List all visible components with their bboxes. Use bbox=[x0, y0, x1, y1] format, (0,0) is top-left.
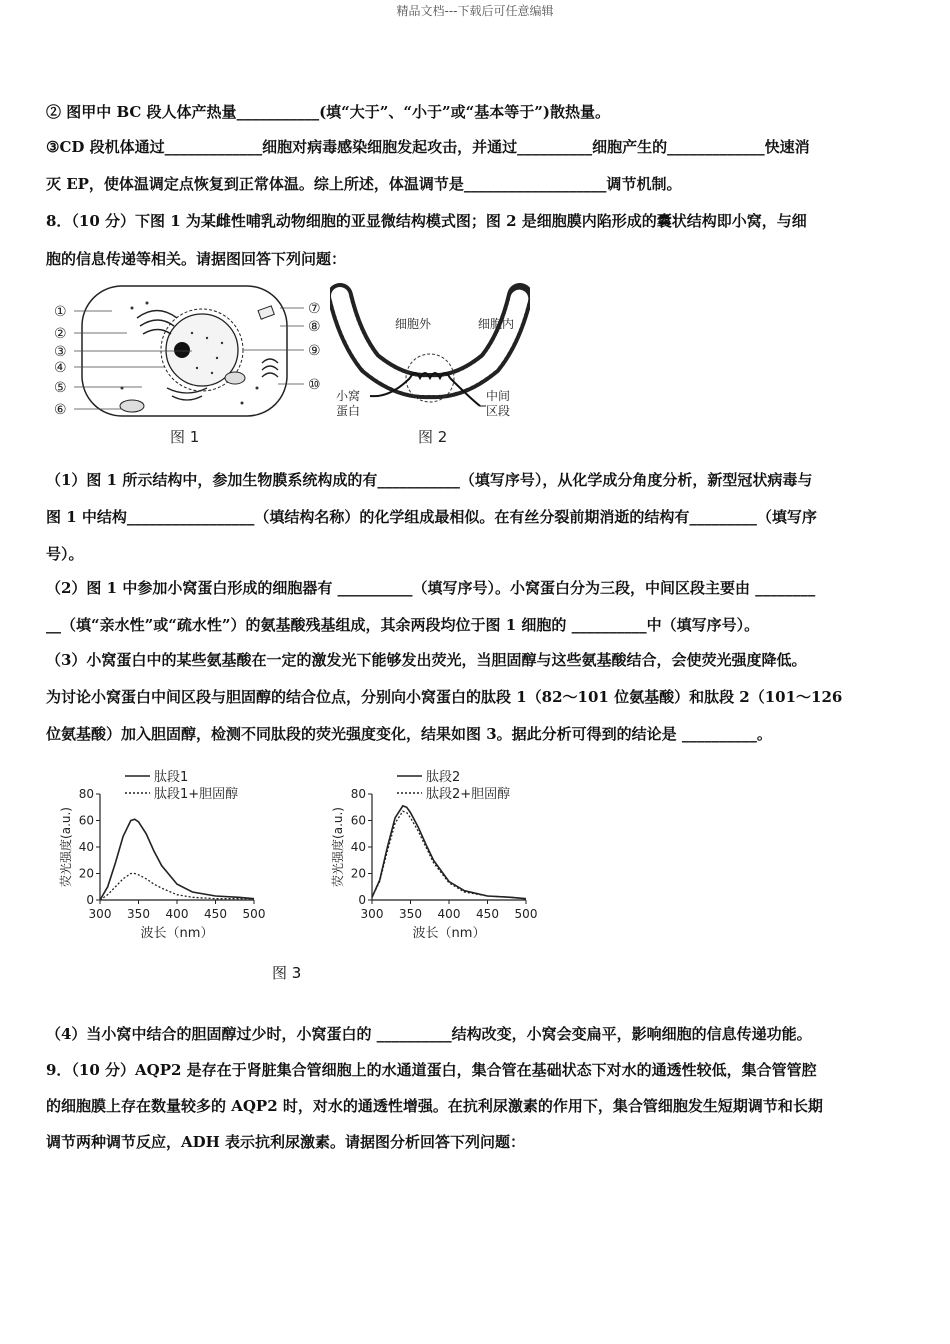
legend-label-2: 肽段2+胆固醇 bbox=[426, 787, 511, 802]
question-8-line-1: 8．（10 分）下图 1 为某雌性哺乳动物细胞的亚显微结构模式图；图 2 是细胞膜内陷形成的囊状结构即小窝，与细 bbox=[46, 212, 807, 230]
label-middle-2: 区段 bbox=[486, 404, 511, 418]
x-tick-label: 400 bbox=[165, 907, 189, 921]
x-tick-label: 500 bbox=[514, 907, 538, 921]
q8-part1-line-2: 图 1 中结构_________________（填结构名称）的化学组成最相似。在有丝分裂前期消逝的结构有_________（填写序 bbox=[46, 508, 817, 526]
figure-2-caption: 图 2 bbox=[418, 428, 448, 446]
y-tick-label: 0 bbox=[358, 893, 366, 907]
y-tick-label: 40 bbox=[350, 840, 366, 854]
x-axis-label: 波长（nm） bbox=[412, 926, 486, 941]
series-line-2 bbox=[372, 811, 526, 899]
label-middle-1: 中间 bbox=[486, 389, 511, 403]
label-protein-2: 蛋白 bbox=[336, 404, 361, 418]
x-tick-label: 450 bbox=[476, 907, 499, 921]
question-9-line-2: 的细胞膜上存在数量较多的 AQP2 时，对水的通透性增强。在抗利尿激素的作用下，集合管细胞发生短期调节和长期 bbox=[46, 1097, 823, 1115]
figure-2-caveola-diagram bbox=[330, 278, 530, 450]
question-9-line-3: 调节两种调节反应，ADH 表示抗利尿激素。请据图分析回答下列问题： bbox=[46, 1133, 526, 1151]
y-axis-label: 荧光强度(a.u.) bbox=[331, 807, 345, 887]
marker-3: ③ bbox=[54, 344, 67, 360]
text-line-2: ③CD 段机体通过_____________细胞对病毒感染细胞发起攻击，并通过__________细胞产生的_____________快速消 bbox=[46, 138, 810, 156]
legend-label-1: 肽段1 bbox=[154, 770, 189, 785]
x-tick-label: 350 bbox=[399, 907, 422, 921]
x-tick-label: 300 bbox=[360, 907, 384, 921]
marker-8: ⑧ bbox=[308, 319, 321, 335]
y-tick-label: 60 bbox=[78, 813, 94, 828]
y-axis-label: 荧光强度(a.u.) bbox=[59, 807, 73, 887]
x-axis-label: 波长（nm） bbox=[140, 926, 214, 941]
x-tick-label: 450 bbox=[204, 907, 227, 921]
y-tick-label: 20 bbox=[78, 866, 94, 881]
figure-3-chart-right bbox=[328, 768, 544, 958]
marker-10: ⑩ bbox=[308, 377, 321, 393]
marker-6: ⑥ bbox=[54, 402, 67, 418]
q8-part3-line-2: 为讨论小窝蛋白中间区段与胆固醇的结合位点，分别向小窝蛋白的肽段 1（82～101 位氨基酸）和肽段 2（101～126 bbox=[46, 688, 843, 706]
marker-1: ① bbox=[54, 304, 67, 320]
marker-5: ⑤ bbox=[54, 380, 67, 396]
q8-part1-line-1: （1）图 1 所示结构中，参加生物膜系统构成的有___________（填写序号），从化学成分角度分析，新型冠状病毒与 bbox=[46, 471, 813, 489]
y-tick-label: 80 bbox=[78, 787, 94, 801]
nucleolus bbox=[174, 342, 190, 358]
q8-part2-line-1: （2）图 1 中参加小窝蛋白形成的细胞器有 __________（填写序号）。小窝蛋白分为三段，中间区段主要由 ________ bbox=[46, 579, 816, 597]
legend-label-1: 肽段2 bbox=[426, 770, 461, 785]
q8-part1-line-3: 号）。 bbox=[46, 545, 84, 563]
q8-part3-line-3: 位氨基酸）加入胆固醇，检测不同肽段的荧光强度变化，结果如图 3。据此分析可得到的结论是 __________。 bbox=[46, 725, 772, 743]
figure-3-chart-left bbox=[56, 768, 272, 958]
q8-part2-line-2: __（填“亲水性”或“疏水性”）的氨基酸残基组成，其余两段均位于图 1 细胞的 __________中（填写序号）。 bbox=[46, 616, 760, 634]
q8-part3-line-1: （3）小窝蛋白中的某些氨基酸在一定的激发光下能够发出荧光，当胆固醇与这些氨基酸结合，会使荧光强度降低。 bbox=[46, 651, 807, 669]
q8-part4-line: （4）当小窝中结合的胆固醇过少时，小窝蛋白的 __________结构改变，小窝会变扁平，影响细胞的信息传递功能。 bbox=[46, 1025, 812, 1043]
page-header: 精品文档---下载后可任意编辑 bbox=[396, 4, 554, 18]
membrane-bilayer bbox=[340, 296, 520, 386]
text-line-3: 灭 EP，使体温调定点恢复到正常体温。综上所述，体温调节是___________________调节机制。 bbox=[46, 175, 682, 193]
label-protein-1: 小窝 bbox=[336, 389, 361, 403]
series-line-1 bbox=[100, 819, 254, 900]
marker-4: ④ bbox=[54, 360, 67, 376]
question-8-line-2: 胞的信息传递等相关。请据图回答下列问题： bbox=[46, 250, 347, 268]
x-tick-label: 300 bbox=[88, 907, 112, 921]
y-tick-label: 20 bbox=[350, 866, 366, 881]
x-tick-label: 400 bbox=[437, 907, 461, 921]
label-inside: 细胞内 bbox=[478, 317, 515, 331]
series-line-2 bbox=[100, 874, 254, 901]
y-tick-label: 60 bbox=[350, 813, 366, 828]
figure-1-caption: 图 1 bbox=[170, 428, 200, 446]
x-tick-label: 500 bbox=[242, 907, 266, 921]
label-outside: 细胞外 bbox=[395, 317, 432, 331]
figure-3-caption: 图 3 bbox=[272, 964, 302, 982]
figure-1-cell-diagram bbox=[52, 278, 344, 448]
centriole bbox=[258, 306, 274, 319]
mitochondrion bbox=[120, 400, 144, 412]
series-line-1 bbox=[372, 806, 526, 899]
marker-7: ⑦ bbox=[308, 301, 321, 317]
marker-2: ② bbox=[54, 326, 67, 342]
y-tick-label: 40 bbox=[78, 840, 94, 854]
text-line-1: ② 图甲中 BC 段人体产热量___________(填“大于”、“小于”或“基本等于”)散热量。 bbox=[46, 103, 611, 121]
y-tick-label: 80 bbox=[350, 787, 366, 801]
question-9-line-1: 9．（10 分）AQP2 是存在于肾脏集合管细胞上的水通道蛋白，集合管在基础状态下对水的通透性较低，集合管管腔 bbox=[46, 1061, 817, 1079]
marker-9: ⑨ bbox=[308, 343, 321, 359]
y-tick-label: 0 bbox=[86, 893, 94, 907]
golgi-apparatus bbox=[262, 359, 278, 377]
legend-label-2: 肽段1+胆固醇 bbox=[154, 787, 239, 802]
x-tick-label: 350 bbox=[127, 907, 150, 921]
